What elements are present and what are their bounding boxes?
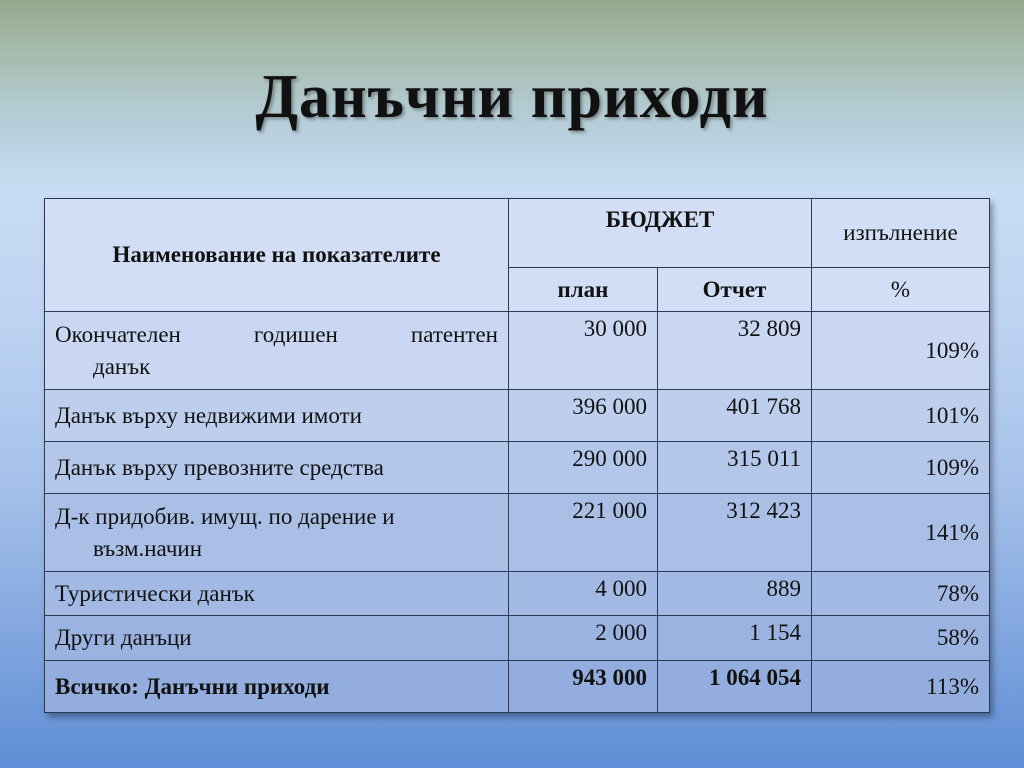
header-name: Наименование на показателите [45,199,509,312]
header-plan: план [509,268,658,312]
row-name: Туристически данък [45,572,509,616]
slide-title: Данъчни приходи [255,63,769,131]
table-row [45,442,990,494]
row-plan: 396 000 [509,390,658,442]
row-report: 889 [658,572,812,616]
table-row [45,312,990,390]
row-name: Други данъци [45,616,509,661]
row-percent: 58% [812,616,990,661]
row-percent: 101% [812,390,990,442]
row-plan: 4 000 [509,572,658,616]
row-name-line2: възм.начин [93,535,203,561]
header-budget: БЮДЖЕТ [509,199,812,268]
total-report: 1 064 054 [658,661,812,713]
tax-revenue-table [44,198,990,713]
row-plan: 2 000 [509,616,658,661]
row-name [45,312,509,390]
row-name-line1: Окончателен годишен патентен [55,321,498,347]
header-execution: изпълнение [812,199,990,268]
row-report: 1 154 [658,616,812,661]
row-plan: 290 000 [509,442,658,494]
table-row-total [45,661,990,713]
total-name: Всичко: Данъчни приходи [45,661,509,713]
row-percent: 78% [812,572,990,616]
row-percent: 141% [812,494,990,572]
total-percent: 113% [812,661,990,713]
row-report: 401 768 [658,390,812,442]
header-percent: % [812,268,990,312]
row-percent: 109% [812,312,990,390]
header-report: Отчет [658,268,812,312]
row-name: Данък върху превозните средства [45,442,509,494]
row-name [45,494,509,572]
row-report: 315 011 [658,442,812,494]
row-report: 32 809 [658,312,812,390]
row-plan: 221 000 [509,494,658,572]
row-plan: 30 000 [509,312,658,390]
row-report: 312 423 [658,494,812,572]
table-row [45,616,990,661]
row-percent: 109% [812,442,990,494]
table-row [45,390,990,442]
table-row [45,572,990,616]
total-plan: 943 000 [509,661,658,713]
table-row [45,494,990,572]
row-name: Данък върху недвижими имоти [45,390,509,442]
row-name-line1: Д-к придобив. имущ. по дарение и [55,503,395,529]
row-name-line2: данък [93,353,151,379]
